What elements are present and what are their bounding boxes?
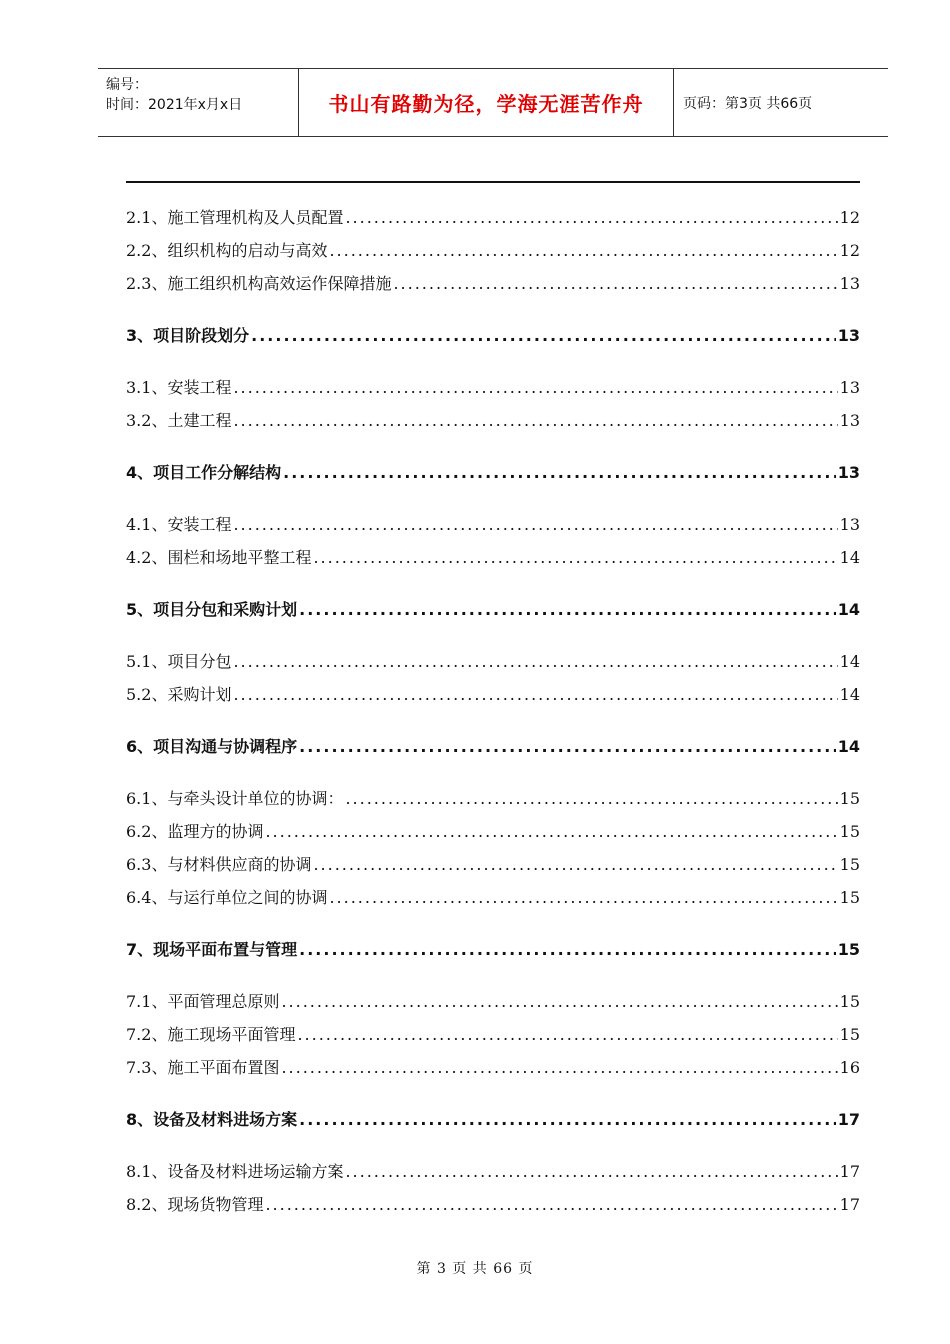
toc-subsection-entry[interactable] — [126, 786, 860, 819]
header-divider — [673, 69, 674, 136]
toc-subsection-entry[interactable] — [126, 1055, 860, 1088]
toc-entry-page-number: 15 — [839, 1025, 860, 1044]
toc-entry-title: 7.2、施工现场平面管理 — [126, 1025, 296, 1044]
toc-subsection-entry[interactable] — [126, 512, 860, 545]
toc-dot-leader — [299, 600, 836, 619]
toc-section-entry[interactable] — [126, 734, 860, 767]
toc-spacer — [126, 304, 860, 323]
toc-dot-leader — [299, 1110, 836, 1129]
toc-entry-title: 7.1、平面管理总原则 — [126, 992, 280, 1011]
toc-subsection-entry[interactable] — [126, 1192, 860, 1225]
header-page-info: 页码：第3页 共66页 — [683, 95, 813, 112]
toc-entry-page-number: 13 — [839, 274, 860, 293]
toc-entry-page-number: 14 — [839, 548, 860, 567]
toc-entry-page-number: 13 — [839, 515, 860, 534]
toc-spacer — [126, 970, 860, 989]
toc-entry-page-number: 15 — [839, 789, 860, 808]
toc-entry-title: 2.3、施工组织机构高效运作保障措施 — [126, 274, 392, 293]
toc-dot-leader — [233, 411, 837, 430]
toc-subsection-entry[interactable] — [126, 649, 860, 682]
toc-entry-title: 3.1、安装工程 — [126, 378, 232, 397]
toc-subsection-entry[interactable] — [126, 408, 860, 441]
toc-spacer — [126, 493, 860, 512]
toc-dot-leader — [233, 685, 837, 704]
toc-entry-page-number: 13 — [839, 378, 860, 397]
toc-entry-page-number: 15 — [839, 855, 860, 874]
toc-entry-page-number: 12 — [839, 208, 860, 227]
toc-section-entry[interactable] — [126, 937, 860, 970]
toc-subsection-entry[interactable] — [126, 885, 860, 918]
toc-dot-leader — [281, 992, 837, 1011]
toc-entry-title: 2.2、组织机构的启动与高效 — [126, 241, 328, 260]
toc-entry-title: 5.2、采购计划 — [126, 685, 232, 704]
toc-entry-title: 8.2、现场货物管理 — [126, 1195, 264, 1214]
toc-dot-leader — [265, 1195, 837, 1214]
toc-entry-page-number: 14 — [839, 652, 860, 671]
toc-entry-page-number: 17 — [839, 1195, 860, 1214]
document-time-label: 时间：2021年x月x日 — [106, 97, 243, 113]
toc-subsection-entry[interactable] — [126, 1159, 860, 1192]
toc-entry-page-number: 13 — [837, 326, 860, 345]
toc-spacer — [126, 1140, 860, 1159]
toc-subsection-entry[interactable] — [126, 545, 860, 578]
toc-subsection-entry[interactable] — [126, 205, 860, 238]
toc-dot-leader — [299, 737, 836, 756]
toc-dot-leader — [393, 274, 837, 293]
page-footer: 第 3 页 共 66 页 — [416, 1261, 534, 1277]
toc-entry-title: 5、项目分包和采购计划 — [126, 600, 298, 619]
toc-entry-page-number: 15 — [837, 940, 860, 959]
toc-entry-title: 8、设备及材料进场方案 — [126, 1110, 298, 1129]
toc-entry-title: 6.3、与材料供应商的协调 — [126, 855, 312, 874]
toc-entry-page-number: 16 — [839, 1058, 860, 1077]
toc-entry-page-number: 12 — [839, 241, 860, 260]
toc-dot-leader — [345, 208, 837, 227]
toc-subsection-entry[interactable] — [126, 682, 860, 715]
toc-entry-title: 4.2、围栏和场地平整工程 — [126, 548, 312, 567]
toc-entry-page-number: 15 — [839, 888, 860, 907]
toc-spacer — [126, 441, 860, 460]
document-number-label: 编号： — [106, 77, 148, 93]
toc-section-entry[interactable] — [126, 460, 860, 493]
toc-entry-page-number: 14 — [837, 600, 860, 619]
toc-section-entry[interactable] — [126, 323, 860, 356]
toc-entry-title: 7、现场平面布置与管理 — [126, 940, 298, 959]
toc-dot-leader — [233, 515, 837, 534]
toc-dot-leader — [297, 1025, 837, 1044]
toc-section-entry[interactable] — [126, 597, 860, 630]
toc-entry-page-number: 17 — [837, 1110, 860, 1129]
toc-entry-page-number: 15 — [839, 992, 860, 1011]
toc-dot-leader — [281, 1058, 837, 1077]
toc-spacer — [126, 767, 860, 786]
toc-dot-leader — [313, 855, 837, 874]
toc-dot-leader — [313, 548, 837, 567]
toc-subsection-entry[interactable] — [126, 271, 860, 304]
toc-entry-title: 3.2、土建工程 — [126, 411, 232, 430]
toc-dot-leader — [265, 822, 837, 841]
toc-entry-title: 2.1、施工管理机构及人员配置 — [126, 208, 344, 227]
toc-dot-leader — [251, 326, 836, 345]
toc-entry-page-number: 13 — [839, 411, 860, 430]
toc-subsection-entry[interactable] — [126, 852, 860, 885]
toc-subsection-entry[interactable] — [126, 819, 860, 852]
toc-dot-leader — [233, 378, 837, 397]
toc-entry-title: 6.2、监理方的协调 — [126, 822, 264, 841]
page-header — [98, 68, 888, 137]
toc-spacer — [126, 1088, 860, 1107]
toc-entry-page-number: 17 — [839, 1162, 860, 1181]
toc-dot-leader — [345, 1162, 837, 1181]
toc-entry-title: 6.1、与牵头设计单位的协调： — [126, 789, 344, 808]
toc-dot-leader — [329, 888, 837, 907]
toc-spacer — [126, 715, 860, 734]
toc-entry-title: 4.1、安装工程 — [126, 515, 232, 534]
toc-subsection-entry[interactable] — [126, 238, 860, 271]
toc-spacer — [126, 578, 860, 597]
toc-spacer — [126, 918, 860, 937]
toc-entry-title: 3、项目阶段划分 — [126, 326, 250, 345]
toc-section-entry[interactable] — [126, 1107, 860, 1140]
toc-subsection-entry[interactable] — [126, 1022, 860, 1055]
toc-entry-title: 4、项目工作分解结构 — [126, 463, 282, 482]
table-of-contents — [126, 205, 860, 1225]
toc-entry-page-number: 15 — [839, 822, 860, 841]
toc-entry-page-number: 14 — [837, 737, 860, 756]
toc-entry-page-number: 13 — [837, 463, 860, 482]
toc-entry-title: 5.1、项目分包 — [126, 652, 232, 671]
toc-subsection-entry[interactable] — [126, 989, 860, 1022]
toc-subsection-entry[interactable] — [126, 375, 860, 408]
toc-dot-leader — [299, 940, 836, 959]
toc-dot-leader — [283, 463, 836, 482]
toc-entry-title: 6.4、与运行单位之间的协调 — [126, 888, 328, 907]
toc-spacer — [126, 630, 860, 649]
toc-entry-title: 8.1、设备及材料进场运输方案 — [126, 1162, 344, 1181]
header-meta — [106, 75, 242, 115]
toc-entry-page-number: 14 — [839, 685, 860, 704]
top-rule — [126, 181, 860, 183]
toc-dot-leader — [329, 241, 837, 260]
toc-dot-leader — [345, 789, 837, 808]
toc-entry-title: 6、项目沟通与协调程序 — [126, 737, 298, 756]
header-motto: 书山有路勤为径，学海无涯苦作舟 — [328, 92, 644, 116]
toc-spacer — [126, 356, 860, 375]
toc-entry-title: 7.3、施工平面布置图 — [126, 1058, 280, 1077]
toc-dot-leader — [233, 652, 837, 671]
